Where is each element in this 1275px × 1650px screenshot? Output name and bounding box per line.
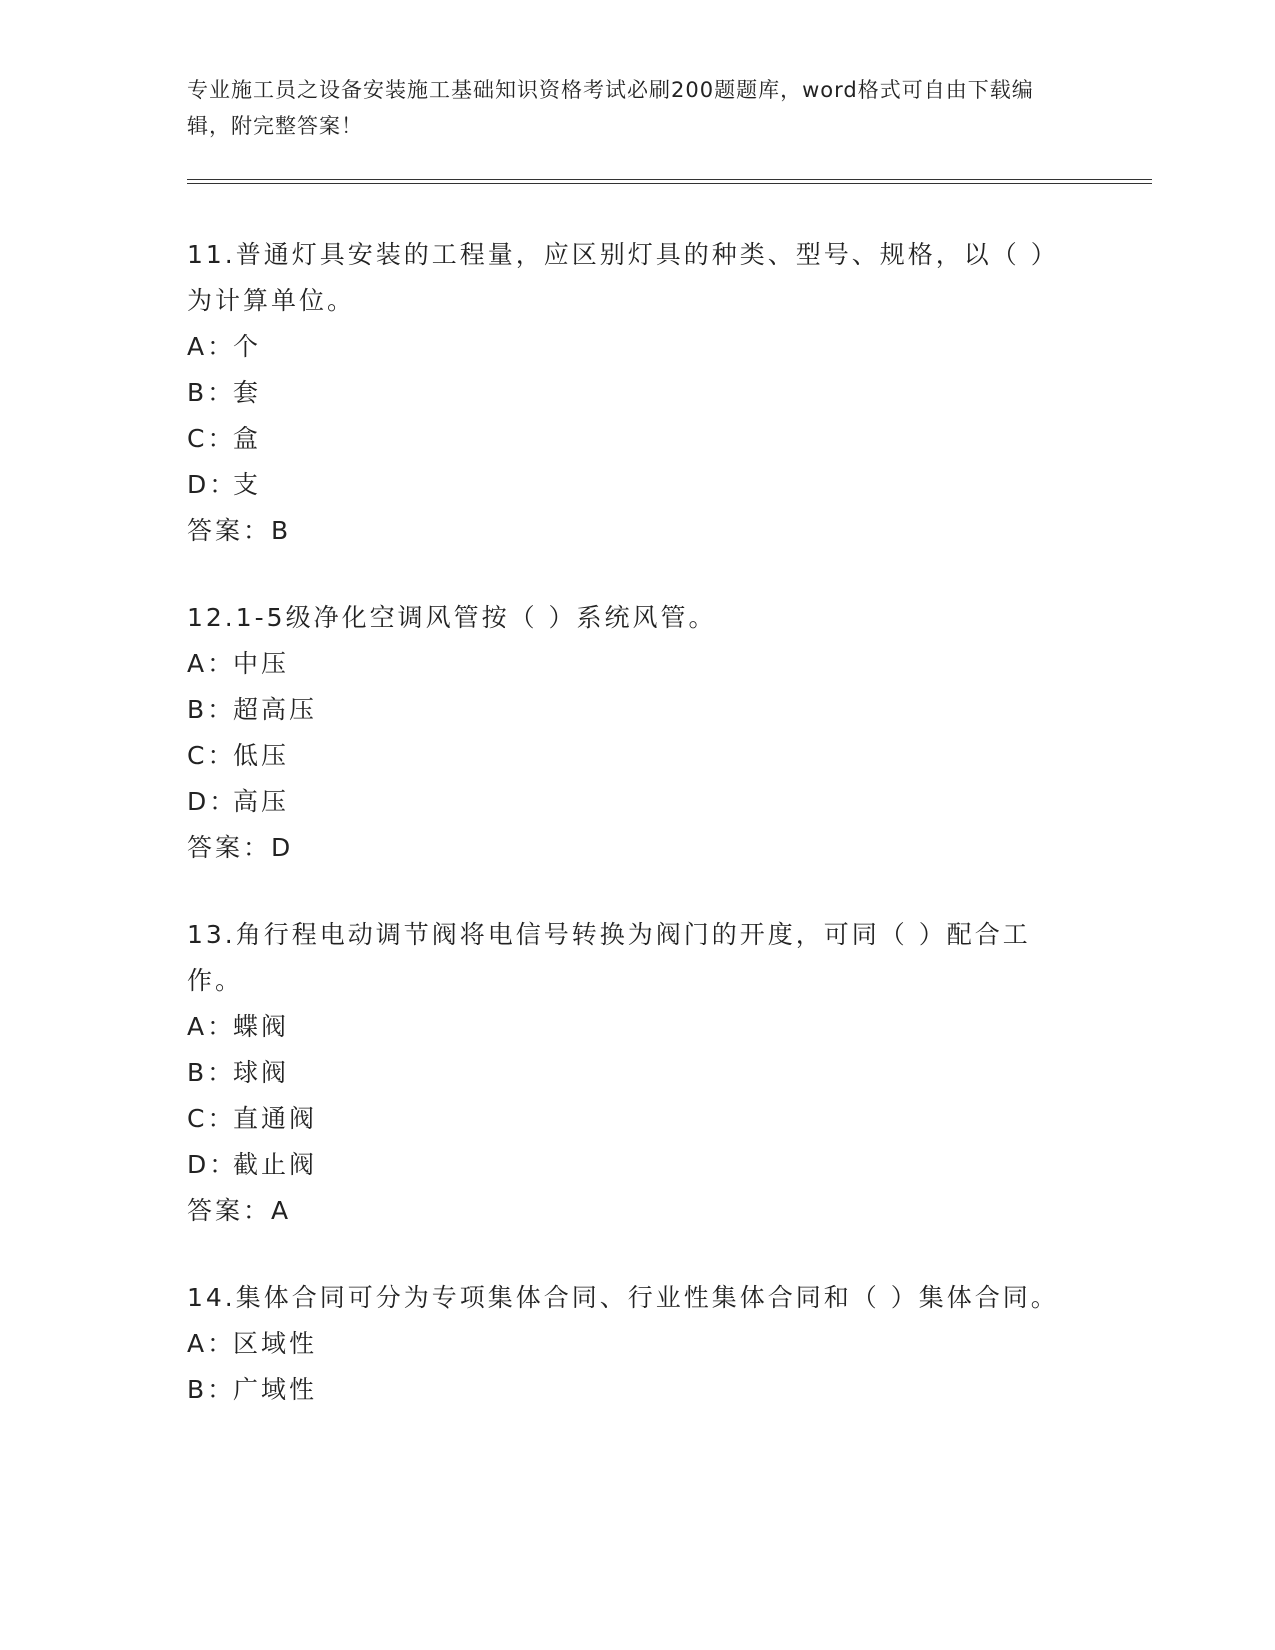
answer-text: 答案：B (187, 516, 292, 545)
option-key: C： (187, 424, 236, 453)
answer-text: 答案：D (187, 833, 294, 862)
option-d (187, 462, 1067, 508)
option-key: D： (187, 787, 238, 816)
header-divider-bottom (187, 183, 1152, 184)
option-key: A： (187, 649, 236, 678)
question-item (187, 232, 1067, 554)
question-text: 13.角行程电动调节阀将电信号转换为阀门的开度，可同（ ）配合工作。 (187, 920, 1031, 995)
question-text: 11.普通灯具安装的工程量，应区别灯具的种类、型号、规格，以（ ）为计算单位。 (187, 240, 1059, 315)
option-text: 直通阀 (233, 1104, 318, 1133)
option-a (187, 1004, 1067, 1050)
option-a (187, 324, 1067, 370)
question-item (187, 1275, 1067, 1413)
question-list (187, 232, 1067, 1454)
option-b (187, 370, 1067, 416)
option-b (187, 1050, 1067, 1096)
option-key: C： (187, 1104, 236, 1133)
option-key: A： (187, 1329, 236, 1358)
question-item (187, 912, 1067, 1234)
option-key: B： (187, 695, 236, 724)
option-key: B： (187, 1058, 236, 1087)
option-a (187, 641, 1067, 687)
option-text: 高压 (233, 787, 290, 816)
option-text: 区域性 (233, 1329, 318, 1358)
option-text: 个 (233, 332, 262, 361)
option-text: 套 (233, 378, 262, 407)
option-key: C： (187, 741, 236, 770)
option-b (187, 687, 1067, 733)
option-key: D： (187, 1150, 238, 1179)
option-text: 截止阀 (233, 1150, 318, 1179)
option-c (187, 733, 1067, 779)
option-text: 超高压 (233, 695, 318, 724)
option-text: 支 (233, 470, 262, 499)
option-text: 低压 (233, 741, 290, 770)
option-key: B： (187, 378, 236, 407)
option-c (187, 416, 1067, 462)
option-text: 球阀 (233, 1058, 290, 1087)
option-text: 广域性 (233, 1375, 318, 1404)
option-a (187, 1321, 1067, 1367)
option-text: 中压 (233, 649, 290, 678)
option-key: A： (187, 332, 236, 361)
question-text: 12.1-5级净化空调风管按（ ）系统风管。 (187, 603, 717, 632)
header-divider-top (187, 179, 1152, 180)
question-text: 14.集体合同可分为专项集体合同、行业性集体合同和（ ）集体合同。 (187, 1283, 1059, 1312)
option-c (187, 1096, 1067, 1142)
option-b (187, 1367, 1067, 1413)
option-text: 盒 (233, 424, 262, 453)
answer-text: 答案：A (187, 1196, 292, 1225)
option-key: D： (187, 470, 238, 499)
option-key: A： (187, 1012, 236, 1041)
option-text: 蝶阀 (233, 1012, 290, 1041)
question-item (187, 595, 1067, 871)
option-d (187, 779, 1067, 825)
option-d (187, 1142, 1067, 1188)
option-key: B： (187, 1375, 236, 1404)
document-header: 专业施工员之设备安装施工基础知识资格考试必刷200题题库，word格式可自由下载编辑，附完整答案！ (187, 78, 1034, 138)
